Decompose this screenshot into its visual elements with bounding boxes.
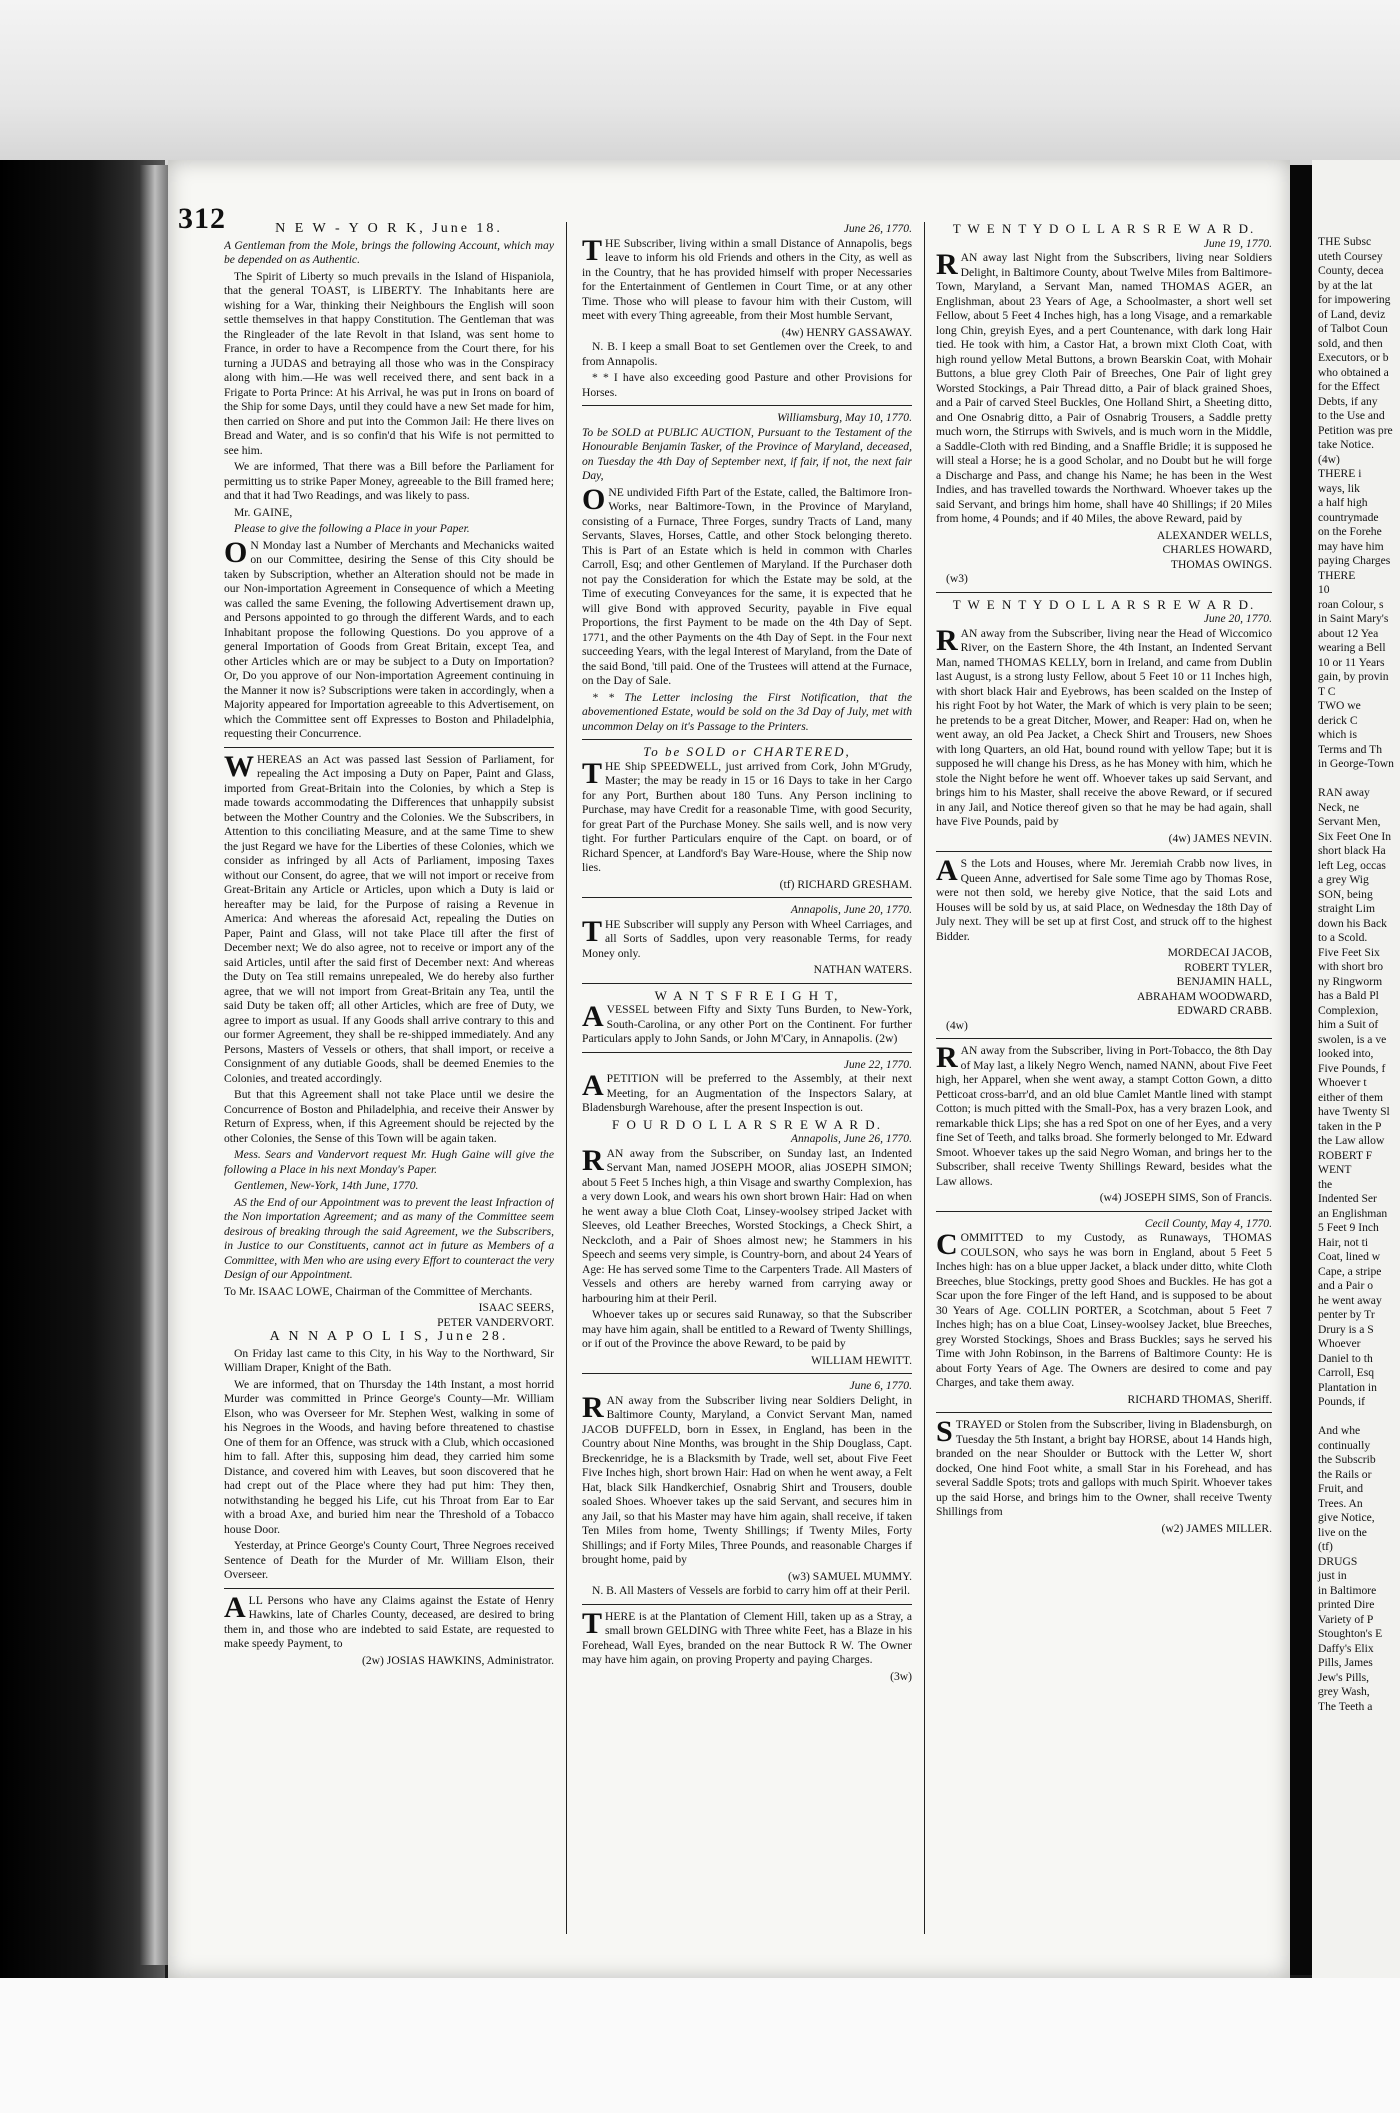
facing-page-line: which is <box>1318 728 1357 741</box>
facing-page-line: to the Use and <box>1318 409 1385 422</box>
facing-page-line: THERE <box>1318 568 1356 582</box>
facing-page-line: left Leg, occas <box>1318 858 1386 872</box>
facing-page-line: the Subscrib <box>1318 1453 1376 1466</box>
facing-page-line: printed Dire <box>1318 1598 1375 1611</box>
section-rule <box>582 739 912 740</box>
signature: CHARLES HOWARD, <box>1162 543 1272 556</box>
facing-page-line: Petition was pre <box>1318 423 1393 437</box>
facing-page-line: a grey Wig <box>1318 873 1369 886</box>
ad-note: * * The Letter inclosing the First Notification, that the abovementioned Estate, would be sold on the 3d Day of July, met with uncommon Delay on it's Passage to the Printers. <box>582 690 912 733</box>
facing-page-line: the Rails or <box>1318 1467 1372 1481</box>
signature: (3w) <box>890 1669 912 1683</box>
section-rule <box>582 1604 912 1605</box>
ad-heading: T W E N T Y D O L L A R S R E W A R D. <box>952 222 1256 236</box>
section-rule <box>936 1211 1272 1212</box>
news-paragraph: On Friday last came to this City, in his Way to the Northward, Sir William Draper, Knight of the Bath. <box>224 1346 554 1374</box>
facing-page-line: to a Scold. <box>1318 931 1368 944</box>
facing-page-line: grey Wash, <box>1318 1685 1370 1698</box>
facing-page-line: Drury is a S <box>1318 1322 1374 1336</box>
facing-page-line <box>1318 1410 1400 1425</box>
facing-page-line: and a Pair o <box>1318 1279 1374 1292</box>
facing-page-line: uteth Coursey <box>1318 249 1383 263</box>
letter-request: Mess. Sears and Vandervort request Mr. Hugh Gaine will give the following a Place in his next Monday's Paper. <box>224 1148 554 1176</box>
letter-request: Please to give the following a Place in your Paper. <box>234 522 470 535</box>
facing-page-line: Executors, or b <box>1318 351 1389 364</box>
signature: (w2) JAMES MILLER. <box>1161 1521 1272 1535</box>
column-rule <box>566 222 567 1934</box>
ad-date: June 26, 1770. <box>843 222 912 235</box>
section-rule <box>936 1038 1272 1039</box>
signature: THOMAS OWINGS. <box>1170 557 1272 571</box>
facing-page-line: down his Back <box>1318 916 1387 930</box>
ad-gassaway: THE Subscriber, living within a small Distance of Annapolis, begs leave to inform his old Friends and others in the City, as well as in the Country, that he has provided himself with proper Necessaries for the Entertainment of Gentlemen in Court Time, or at any other Time. Those who will please to favour him with their Custom, will meet with every Thing agreeable, from their Most humble Servant, <box>582 233 912 322</box>
signature: (w4) JOSEPH SIMS, Son of Francis. <box>1099 1191 1272 1204</box>
ad-heading: T W E N T Y D O L L A R S R E W A R D. <box>952 596 1256 612</box>
facing-page-line: Neck, ne <box>1318 800 1360 814</box>
facing-page-line: Whoever <box>1318 1337 1361 1350</box>
notice-hawkins: ALL Persons who have any Claims against the Estate of Henry Hawkins, late of Charles County, deceased, are desired to bring them in, and those who are indebted to said Estate, are requested to make speedy Payment, to <box>224 1590 554 1650</box>
section-rule <box>936 1412 1272 1413</box>
signature: (w3) SAMUEL MUMMY. <box>788 1569 912 1583</box>
ad-runaway: RAN away from the Subscriber living near Soldiers Delight, in Baltimore County, Maryland, a Convict Servant Man, named JACOB DUFFELD, born in Essex, in England, has been in the Country about Nine Months, was brought in the Ship Douglass, Capt. Breckenridge, he is a Blacksmith by Trade, well set, about Five Feet Five Inches high, short brown Hair: Had on when he went away, a Felt Hat, black Silk Handkerchief, Osnabrig Shirt and Trousers, double soaled Shoes. Whoever takes up the said Servant, and secures him in any Jail, so that his Master may have him again, shall receive, if taken Ten Miles from home, Twenty Shillings; if Twenty Miles, Forty Shillings; and if Forty Miles, Three Pounds, and reasonable Charges if brought home, paid by <box>582 1390 912 1566</box>
news-paragraph: ON Monday last a Number of Merchants and Mechanicks waited on our Committee, desiring the Sense of this City should be taken by Subscription, whether an Alteration should not be made in our Non-importation Agreement in Consequence of which a Meeting was called the same Evening, the following Advertisement drawn up, and Persons appointed to go through the different Wards, and to each Inhabitant propose the following Questions. Do you approve of a general Importation of Goods from Great Britain, except Tea, and other Articles which are or may be subject to a Duty on Importation? Or, Do you approve of our Non-importation Agreement continuing in the Manner it now is? Subscriptions were taken in accordingly, when a Majority appeared for Importation agreeable to this Advertisement, on which the Committee sent off Expresses to Boston and Philadelphia, requesting their Concurrence. <box>224 535 554 740</box>
signature: ISAAC SEERS, <box>478 1301 554 1314</box>
ad-date: June 19, 1770. <box>1203 236 1272 250</box>
facing-page-line: Stoughton's E <box>1318 1627 1383 1640</box>
facing-page-line: 10 <box>1318 583 1330 596</box>
page-number: 312 <box>178 202 226 235</box>
facing-page-line: taken in the P <box>1318 1119 1382 1133</box>
signature: ROBERT TYLER, <box>1184 960 1272 974</box>
signature: PETER VANDERVORT. <box>437 1315 554 1329</box>
newspaper-page <box>168 160 1290 1978</box>
facing-page-line: penter by Tr <box>1318 1308 1375 1321</box>
facing-page-line: either of them <box>1318 1090 1384 1104</box>
ad-ship: THE Ship SPEEDWELL, just arrived from Cork, John M'Grudy, Master; the may be ready in 15 or 16 Days to take in her Cargo for any Port, Burthen about 180 Tuns. Any Person inclining to Purchase, may have Credit for a reasonable Time, with good Security, for great Part of the Purchase Money. She sails well, and is now very tight. For further Particulars enquire of the Capt. on board, or of Richard Spencer, at Landford's Bay Ware-House, where the Ship now lies. <box>582 756 912 874</box>
ad-note: N. B. I keep a small Boat to set Gentlemen over the Creek, to and from Annapolis. <box>582 340 912 368</box>
ad-heading: To be SOLD or CHARTERED, <box>643 744 851 759</box>
section-rule <box>224 1588 554 1589</box>
signature: RICHARD THOMAS, Sheriff. <box>1127 1392 1272 1406</box>
facing-page-line: Five Feet Six <box>1318 945 1380 959</box>
column-right <box>936 222 1272 1942</box>
signature: ALEXANDER WELLS, <box>1156 528 1272 542</box>
news-paragraph: We are informed, that on Thursday the 14th Instant, a most horrid Murder was committed in Prince George's County—Mr. William Elson, who was Overseer for Mr. Stephen West, walking in some of his Negroes in the Woods, and having before threatened to chastise One of them for an Offence, was struck with a Club, which occasioned him to fall. After this, supposing him dead, they carried him some Distance, and covered him with Leaves, but soon discovered that he had crept out of the Place where they had put him: They then, notwithstanding he begged his Life, cut his Throat from Ear to Ear with a broad Axe, and buried him near the Threshold of a Tobacco house Door. <box>224 1377 554 1536</box>
signature: (4w) HENRY GASSAWAY. <box>781 325 912 339</box>
facing-page-text <box>1318 235 1400 1714</box>
letter-address: To Mr. ISAAC LOWE, Chairman of the Committee of Merchants. <box>224 1284 533 1298</box>
facing-page-line: Whoever t <box>1318 1076 1367 1089</box>
facing-page-line: Cape, a stripe <box>1318 1264 1382 1278</box>
book-gutter <box>1290 165 1312 1975</box>
facing-page-line <box>1318 772 1400 787</box>
facing-page-fragment <box>1312 160 1400 1980</box>
ad-date: Cecil County, May 4, 1770. <box>1144 1216 1272 1230</box>
facing-page-line: The Teeth a <box>1318 1699 1373 1713</box>
letter-salutation: Mr. GAINE, <box>234 505 293 519</box>
facing-page-line: who obtained a <box>1318 365 1389 379</box>
dateline-new-york: N E W - Y O R K, June 18. <box>275 222 503 236</box>
ad-note: * * I have also exceeding good Pasture and other Provisions for Horses. <box>582 371 912 399</box>
facing-page-line: paying Charges <box>1318 554 1391 567</box>
ad-freight: AVESSEL between Fifty and Sixty Tuns Burden, to New-York, South-Carolina, or any other Port on the Continent. For further Particulars apply to John Sands, or John M'Cary, in Annapolis. (2w) <box>582 1000 912 1045</box>
facing-page-line: take Notice. <box>1318 438 1375 451</box>
facing-page-line: ny Ringworm <box>1318 974 1383 988</box>
ad-runaway: RAN away from the Subscriber, on Sunday last, an Indented Servant Man, named JOSEPH MOOR, alias JOSEPH SIMON; about 5 Feet 5 Inches high, a thin Visage and swarthy Complexion, has a very down Look, and wears his own short brown Hair: Had on when he went away a blue Cloth Coat, Linsey-woolsey striped Jacket with Sleeves, old Leather Breeches, Worsted Stockings, a Check Shirt, a Neckcloth, and a Pair of Shoes almost new; he Stammers in his Speech and seems very simple, is Country-born, and about 24 Years of Age: He has served some Time to the Carpenters Trade. All Masters of Vessels and others are hereby warned from carrying away or harbouring him at their Peril. <box>582 1143 912 1305</box>
section-rule <box>582 1052 912 1053</box>
facing-page-line: Coat, lined w <box>1318 1250 1381 1263</box>
facing-page-line: Plantation in <box>1318 1380 1377 1394</box>
facing-page-line: (tf) <box>1318 1540 1333 1553</box>
facing-page-line: Debts, if any <box>1318 394 1378 408</box>
signature: MORDECAI JACOB, <box>1167 946 1272 959</box>
ad-note: N. B. All Masters of Vessels are forbid to carry him off at their Peril. <box>592 1584 911 1597</box>
ad-auction: ONE undivided Fifth Part of the Estate, called, the Baltimore Iron-Works, near Baltimore-Town, in the Province of Maryland, consisting of a Furnace, Three Forges, sundry Tracts of Land, many Servants, Slaves, Horses, Cattle, and other Stock belonging thereto. This is Part of an Estate which is held in common with Charles Carroll, Esq; and other Gentlemen of Maryland. If the Purchaser doth not pay the Consideration for which the Estate may be sold, at the Time of executing Conveyances for the same, it is expected that he will give Bond with approved Security, payable in Five equal Proportions, the first Payment to be made on the 4th Day of Sept. 1771, and the other Payments on the 4th Day of Sept. in the Four next succeeding Years, with the legal Interest of Maryland, from the Date of the said Bond, 'till paid. One of the Trustees will attend at the Furnace, on the Day of Sale. <box>582 482 912 687</box>
column-left <box>224 222 554 1942</box>
facing-page-line: has a Bald Pl <box>1318 989 1379 1002</box>
ad-waters: THE Subscriber will supply any Person with Wheel Carriages, and all Sorts of Saddles, upon very reasonable Terms, for ready Money only. <box>582 914 912 960</box>
facing-page-line: give Notice, <box>1318 1511 1375 1524</box>
facing-page-line: countrymade <box>1318 510 1379 524</box>
agreement-paragraph: WHEREAS an Act was passed last Session of Parliament, for repealing the Act imposing a Duty on Paper, Paint and Glass, imported from Great-Britain into the Colonies, by which a Step is made towards accommodating the Differences that unhappily subsist between the Mother Country and the Colonies. We the Subscribers, in Attention to this conciliating Measure, and at the same Time to shew the just Regard we have for the Liberties of these Colonies, which we consider as infringed by all Acts of Parliament, imposing Taxes without our Consent, do agree, that we will not import or receive from Great-Britain any Article or Articles, upon which a Duty is laid or hereafter may be laid, for the Purpose of raising a Revenue in America: And whereas the aforesaid Act, repealing the Duties on Paper, Paint and Glass, will not take Place till after the first of December next; We do also agree, not to receive or import any of the said Articles, until after the said first of December next: And whereas the Duty on Tea still remains unrepealed, We do hereby also further agree, that we will not import from Great-Britain any Tea, until the said Duty be taken off; all other Articles, which are free of Duty, we agree to import as usual. If any Goods shall arrive contrary to this and our former Agreement, they shall be re-shipped immediately. And any Persons, Masters of Vessels or others, that shall import, or receive a Consignment of any dutiable Goods, shall be deemed Enemies to the Colonies, and treated accordingly. <box>224 749 554 1085</box>
signature: (tf) RICHARD GRESHAM. <box>779 877 912 891</box>
ad-date: June 20, 1770. <box>1203 612 1272 625</box>
facing-page-line: (4w) <box>1318 452 1340 466</box>
facing-page-line: T C <box>1318 684 1336 698</box>
facing-page-line: DRUGS <box>1318 1554 1358 1568</box>
scan-top-background <box>0 0 1400 175</box>
facing-page-line: Servant Men, <box>1318 815 1381 828</box>
ad-date: Annapolis, June 26, 1770. <box>790 1132 912 1145</box>
book-spine <box>140 165 170 1965</box>
facing-page-line: WENT <box>1318 1163 1352 1176</box>
facing-page-line: the Law allow <box>1318 1134 1385 1147</box>
ad-heading: F O U R D O L L A R S R E W A R D. <box>612 1116 882 1132</box>
facing-page-line: in Saint Mary's <box>1318 612 1389 625</box>
section-rule <box>582 983 912 984</box>
facing-page-line: an Englishman <box>1318 1206 1388 1220</box>
facing-page-line: 5 Feet 9 Inch <box>1318 1221 1379 1234</box>
facing-page-line: on the Forehe <box>1318 525 1382 538</box>
ad-code: (4w) <box>946 1018 968 1032</box>
facing-page-line: in Baltimore <box>1318 1583 1377 1597</box>
ad-heading: To be SOLD at PUBLIC AUCTION, Pursuant to the Testament of the Honourable Benjamin Tasker, of the Province of Maryland, deceased, on Tuesday the 4th Day of September next, if fair, if not, the next fair Day, <box>582 425 912 482</box>
facing-page-line: ways, lik <box>1318 481 1360 495</box>
signature: ABRAHAM WOODWARD, <box>1136 989 1272 1003</box>
news-paragraph: Yesterday, at Prince George's County Court, Three Negroes received Sentence of Death for the Murder of Mr. William Elson, their Overseer. <box>224 1539 554 1581</box>
news-paragraph: We are informed, That there was a Bill before the Parliament for permitting us to strike Paper Money, agreeable to the Bill framed here; and that it had Two Readings, and was likely to pass. <box>224 460 554 502</box>
signature: (4w) JAMES NEVIN. <box>1168 831 1272 845</box>
ad-paragraph: Whoever takes up or secures said Runaway, so that the Subscriber may have him again, shall be entitled to a Reward of Twenty Shillings, or if out of the Province the above Reward, to be paid by <box>582 1308 912 1350</box>
facing-page-line: Variety of P <box>1318 1612 1374 1626</box>
facing-page-line: the <box>1318 1177 1333 1191</box>
facing-page-line: Complexion, <box>1318 1003 1379 1017</box>
signature: WILLIAM HEWITT. <box>811 1353 912 1367</box>
facing-page-line: of Talbot Coun <box>1318 322 1388 335</box>
facing-page-line: for the Effect <box>1318 380 1380 393</box>
facing-page-line: RAN away <box>1318 786 1370 799</box>
facing-page-line: in George-Town <box>1318 757 1394 770</box>
news-paragraph: The Spirit of Liberty so much prevails in the Island of Hispaniola, that the general TOAST, is LIBERTY. The Inhabitants here are wishing for a War, thinking their Neighbours the English will soon settle themselves in that happy Constitution. The Gentleman that was the Ringleader of the late Revolt in that Island, was sent home to France, in order to have a Recompence from the Court there, for his turning a JUDAS and betraying all those who was in the Conspiracy along with him.—He was well received there, and sent back in a Frigate to Porta Prince: At his Arrival, he was put in Irons on board of the Ship for some Days, until they could have a new Set made for him, then carried on Shore and put into the Common Jail: He there lives on Bread and Water, and is so confin'd that his Wife is not permitted to see him. <box>224 269 554 457</box>
facing-page-line: Five Pounds, f <box>1318 1061 1386 1075</box>
facing-page-line: SON, being <box>1318 887 1373 901</box>
facing-page-line: Indented Ser <box>1318 1192 1377 1205</box>
facing-page-line: roan Colour, s <box>1318 597 1384 611</box>
facing-page-line: have Twenty Sl <box>1318 1105 1390 1118</box>
facing-page-line: short black Ha <box>1318 844 1386 857</box>
facing-page-line: just in <box>1318 1569 1347 1582</box>
facing-page-line: about 12 Yea <box>1318 626 1379 640</box>
facing-page-line: Terms and Th <box>1318 742 1383 756</box>
signature: EDWARD CRABB. <box>1177 1004 1272 1017</box>
ad-runaway: RAN away from the Subscriber, living near the Head of Wiccomico River, on the Eastern Shore, the 4th Instant, an Indented Servant Man, named THOMAS KELLY, born in Ireland, and came from Dublin last August, is a strong lusty Fellow, about 5 Feet 10 or 11 Inches high, with short black Hair and Eyebrows, has been scalded on the Instep of his right Foot by hot Water, the Mark of which is very plain to be seen; he pretends to be a great Ditcher, Mower, and Reaper: Had on, when he went away, an old Pea Jacket, a Check Shirt and Trousers, new Shoes with long Quarters, an old Hat, bound round with yellow Tape; but it is supposed he will change his Dress, as he has Money with him, which he stole the Night before he went off. Whoever takes up said Servant, and brings him to his Master, shall receive the above Reward, or if secured in any Jail, and Notice thereof given so that he may be had again, shall have Five Pounds, paid by <box>936 623 1272 828</box>
ad-date: June 6, 1770. <box>849 1379 912 1392</box>
facing-page-line: Pounds, if <box>1318 1395 1366 1408</box>
section-rule <box>936 592 1272 593</box>
facing-page-line: straight Lim <box>1318 902 1375 915</box>
ad-stray: THERE is at the Plantation of Clement Hill, taken up as a Stray, a small brown GELDING with Three white Feet, has a Blaze in his Forehead, Wall Eyes, branded on the near Buttock R W. The Owner may have him again, on proving Property and paying Charges. <box>582 1606 912 1666</box>
facing-page-line: Fruit, and <box>1318 1482 1364 1495</box>
facing-page-line: looked into, <box>1318 1047 1374 1060</box>
ad-date: Annapolis, June 20, 1770. <box>790 903 912 916</box>
section-rule <box>224 747 554 748</box>
letter-salutation: Gentlemen, New-York, 14th June, 1770. <box>234 1179 419 1192</box>
facing-page-line: County, decea <box>1318 264 1384 277</box>
facing-page-line: And whe <box>1318 1424 1361 1437</box>
facing-page-line: Six Feet One In <box>1318 829 1392 843</box>
facing-page-line: Daniel to th <box>1318 1351 1373 1365</box>
ad-runaway: RAN away last Night from the Subscribers, living near Soldiers Delight, in Baltimore County, about Twelve Miles from Baltimore-Town, Maryland, a Servant Man, named THOMAS AGER, an Englishman, about 23 Years of Age, a Schoolmaster, a short well set Fellow, about 5 Feet 4 Inches high, has a long Visage, and a remarkable long Chin, greyish Eyes, and a pert Countenance, with dark long Hair tied. He took with him, a Castor Hat, a brown mixt Cloth Coat, with high round yellow Metal Buttons, a brown Bearskin Coat, with Mohair Buttons, a blue grey Cloth Pair of Breeches, One Pair of light grey Worsted Stockings, a Pair Thread ditto, a Pair of black grained Shoes, and a Pair of carved Steel Buckles, One Holland Shirt, a Sheeting ditto, and One Osnabrig ditto, a Pair of Osnabrig Trousers, a Saddle pretty much worn, the Stirrups with Swivels, and is much worn in the Middle, a Saddle-Cloth with red Binding, and a Snaffle Bridle; it is supposed he will steal a Horse; he is a good Scholar, and no Doubt but he will forge a Discharge and Pass, and change his Name; he has been in the West Indies, and has travelled towards the Northward. Whoever takes up the said Servant, and brings him home, shall have 40 Shillings; if 20 Miles from home, 4 Pounds; and if 40 Miles, the above Reward, paid by <box>936 248 1272 525</box>
facing-page-line: gain, by provin <box>1318 670 1389 683</box>
ad-code: (w3) <box>946 572 968 585</box>
facing-page-line: THE Subsc <box>1318 235 1372 248</box>
facing-page-line: him a Suit of <box>1318 1018 1379 1031</box>
ad-committed: COMMITTED to my Custody, as Runaways, THOMAS COULSON, who says he was born in England, about 5 Feet 5 Inches high: has on a blue upper Jacket, a black under ditto, white Cloth Breeches, blue Stockings, pretty good Shoes and Buckles. He has got a Scar upon the fore Finger of the left Hand, and is supposed to be about 30 Years of Age. COLLIN PORTER, a Scotchman, about 5 Feet 7 Inches high; has on a blue Coat, Linsey-woolsey Jacket, blue Breeches, grey Worsted Stockings, Shoes and Brass Buckles; says he served his Time with John Robinson, in the Barrens of Baltimore County: He is about Forty Years of Age. The Owners are desired to come and pay Charges, and take them away. <box>936 1228 1272 1389</box>
ad-date: Williamsburg, May 10, 1770. <box>777 411 912 424</box>
section-rule <box>582 897 912 898</box>
ad-petition: APETITION will be preferred to the Assembly, at their next Meeting, for an Augmentation of the Inspectors Salary, at Bladensburgh Warehouse, after the present Inspection is out. <box>582 1069 912 1114</box>
scan-bottom-background <box>0 1978 1400 2113</box>
facing-page-line: live on the <box>1318 1525 1367 1539</box>
facing-page-line: may have him <box>1318 539 1384 553</box>
facing-page-line: 10 or 11 Years <box>1318 655 1385 669</box>
facing-page-line: Daffy's Elix <box>1318 1641 1374 1655</box>
facing-page-line: for impowering <box>1318 293 1391 306</box>
facing-page-line: TWO we <box>1318 699 1361 712</box>
dateline-annapolis: A N N A P O L I S, June 28. <box>269 1329 509 1344</box>
facing-page-line: a half high <box>1318 496 1368 509</box>
facing-page-line: derick C <box>1318 713 1358 727</box>
ad-runaway: RAN away from the Subscriber, living in Port-Tobacco, the 8th Day of May last, a likely Negro Wench, named NANN, about Five Feet high, her Apparel, when she went away, a stampt Cotton Gown, a ditto Petticoat cross-barr'd, and an old blue Camlet Mantle lined with stampt Cotton; is much pitted with the Small-Pox, has a very brazen Look, and remarkable thick Lips; she has a red Spot on one of her Eyes, and a very fine Set of Teeth, and talks broad. She formerly belonged to Mr. Edward Smoot. Whoever takes up the said Negro Woman, and brings her to the Subscriber, shall receive Twenty Shillings Reward, besides what the Law allows. <box>936 1041 1272 1188</box>
ad-strayed: STRAYED or Stolen from the Subscriber, living in Bladensburgh, on Tuesday the 5th Instant, a bright bay HORSE, about 14 Hands high, branded on the near Shoulder or Buttock with the Letter W, short docked, One hind Foot white, a small Star in his Forehead, and has several Saddle Spots; trots and gallops with much Spirit. Whoever takes up the said Horse, and brings him to the Owner, shall receive Twenty Shillings from <box>936 1415 1272 1518</box>
ad-date: June 22, 1770. <box>843 1057 912 1071</box>
facing-page-line: THERE i <box>1318 467 1362 480</box>
section-rule <box>582 405 912 406</box>
facing-page-line: of Land, deviz <box>1318 307 1386 321</box>
facing-page-line: with short bro <box>1318 960 1384 973</box>
facing-page-line: swolen, is a ve <box>1318 1032 1387 1046</box>
facing-page-line: ROBERT F <box>1318 1148 1373 1162</box>
column-middle <box>582 222 912 1942</box>
facing-page-line: Hair, not ti <box>1318 1235 1369 1249</box>
facing-page-line: continually <box>1318 1438 1371 1452</box>
facing-page-line: Trees. An <box>1318 1496 1363 1510</box>
letter-body: AS the End of our Appointment was to prevent the least Infraction of the Non importation Agreement; and as many of the Committee seem desirous of breaking through the said Agreement, we the Subscribers, in Justice to our Constituents, cannot act in future as Members of a Committee, with Men who are using every Effort to counteract the very Design of our Appointment. <box>224 1195 554 1281</box>
facing-page-line: he went away <box>1318 1293 1382 1307</box>
facing-page-line: sold, and then <box>1318 336 1383 350</box>
signature: (2w) JOSIAS HAWKINS, Administrator. <box>362 1653 554 1667</box>
section-rule <box>936 851 1272 852</box>
facing-page-line: Carroll, Esq <box>1318 1366 1375 1379</box>
ad-heading: W A N T S F R E I G H T, <box>654 987 840 1003</box>
facing-page-line: by at the lat <box>1318 278 1373 292</box>
facing-page-line: wearing a Bell <box>1318 641 1386 654</box>
signature: NATHAN WATERS. <box>813 963 912 976</box>
signature: BENJAMIN HALL, <box>1176 975 1272 988</box>
facing-page-line: Jew's Pills, <box>1318 1670 1370 1684</box>
facing-page-line: Pills, James <box>1318 1656 1373 1669</box>
agreement-paragraph: But that this Agreement shall not take Place until we desire the Concurrence of Boston and Philadelphia, and receive their Answer by Return of Express, when, if this Agreement should be rejected by the other Colonies, the Sense of this Town will be again taken. <box>224 1088 554 1145</box>
news-lead: A Gentleman from the Mole, brings the following Account, which may be depended on as Authentic. <box>224 238 554 266</box>
column-rule <box>924 222 925 1934</box>
ad-sale: AS the Lots and Houses, where Mr. Jeremiah Crabb now lives, in Queen Anne, advertised for Sale some Time ago by Thomas Rose, were not then sold, we hereby give Notice, that the said Lots and Houses will be sold by us, at said Place, on Wednesday the 18th Day of July next. They will be set up at first Cost, and struck off to the highest Bidder. <box>936 854 1272 943</box>
section-rule <box>582 1373 912 1374</box>
